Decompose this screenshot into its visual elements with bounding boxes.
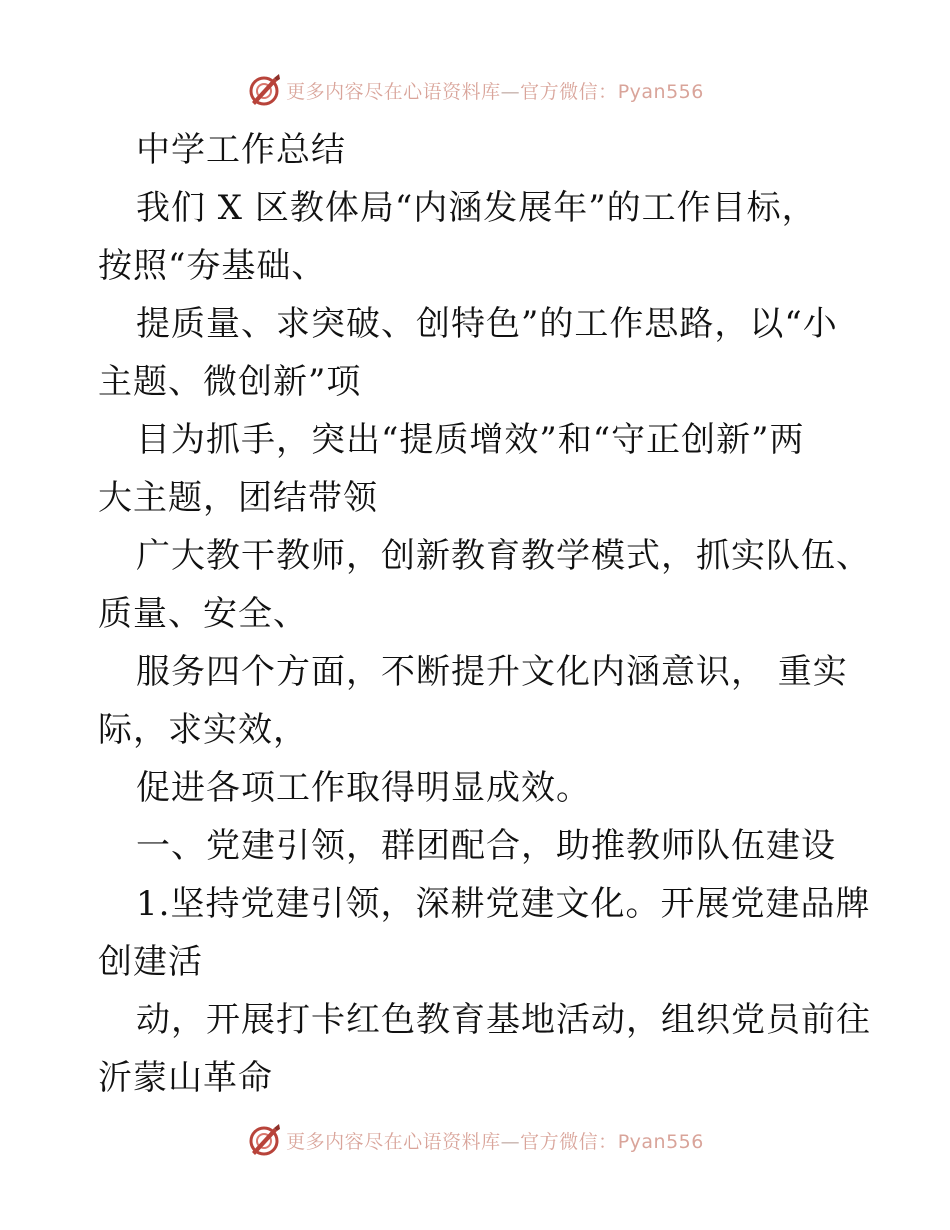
watermark-separator: — bbox=[500, 80, 521, 103]
watermark-wechat-id: Pyan556 bbox=[617, 80, 704, 103]
paragraph-line: 提质量、求突破、创特色”的工作思路，以“小 bbox=[136, 304, 838, 344]
watermark-main-text: 更多内容尽在心语资料库 bbox=[286, 80, 501, 103]
paragraph-line: 主题、微创新”项 bbox=[98, 362, 362, 402]
paragraph-line: 质量、安全、 bbox=[98, 594, 308, 634]
watermark-wechat-label: 官方微信： bbox=[520, 1130, 618, 1153]
watermark-wechat-id: Pyan556 bbox=[617, 1130, 704, 1153]
header-watermark bbox=[0, 70, 950, 110]
footer-watermark bbox=[0, 1120, 950, 1160]
paragraph-line: 按照“夯基础、 bbox=[98, 246, 327, 286]
paragraph-line: 际，求实效， bbox=[98, 710, 308, 750]
watermark-main-text: 更多内容尽在心语资料库 bbox=[286, 1130, 501, 1153]
paragraph-line: 大主题，团结带领 bbox=[98, 478, 378, 518]
paragraph-line: 我们 X 区教体局“内涵发展年”的工作目标， bbox=[136, 188, 817, 228]
document-title: 中学工作总结 bbox=[136, 130, 346, 170]
watermark-wechat-label: 官方微信： bbox=[520, 80, 618, 103]
paragraph-line: 沂蒙山革命 bbox=[98, 1058, 273, 1098]
paragraph-line: 目为抓手，突出“提质增效”和“守正创新”两 bbox=[136, 420, 805, 460]
paragraph-line: 创建活 bbox=[98, 942, 203, 982]
watermark-text bbox=[286, 77, 704, 104]
section-heading: 一、党建引领，群团配合，助推教师队伍建设 bbox=[136, 826, 836, 866]
watermark-text bbox=[286, 1127, 704, 1154]
watermark-separator: — bbox=[500, 1130, 521, 1153]
paragraph-line: 1.坚持党建引领，深耕党建文化。开展党建品牌 bbox=[136, 884, 871, 924]
paragraph-line: 广大教干教师，创新教育教学模式，抓实队伍、 bbox=[136, 536, 871, 576]
paragraph-line: 促进各项工作取得明显成效。 bbox=[136, 768, 591, 808]
paragraph-line: 动，开展打卡红色教育基地活动，组织党员前往 bbox=[136, 1000, 871, 1040]
pen-circle-logo-icon bbox=[246, 1122, 282, 1158]
pen-circle-logo-icon bbox=[246, 72, 282, 108]
paragraph-line: 服务四个方面，不断提升文化内涵意识， 重实 bbox=[136, 652, 848, 692]
